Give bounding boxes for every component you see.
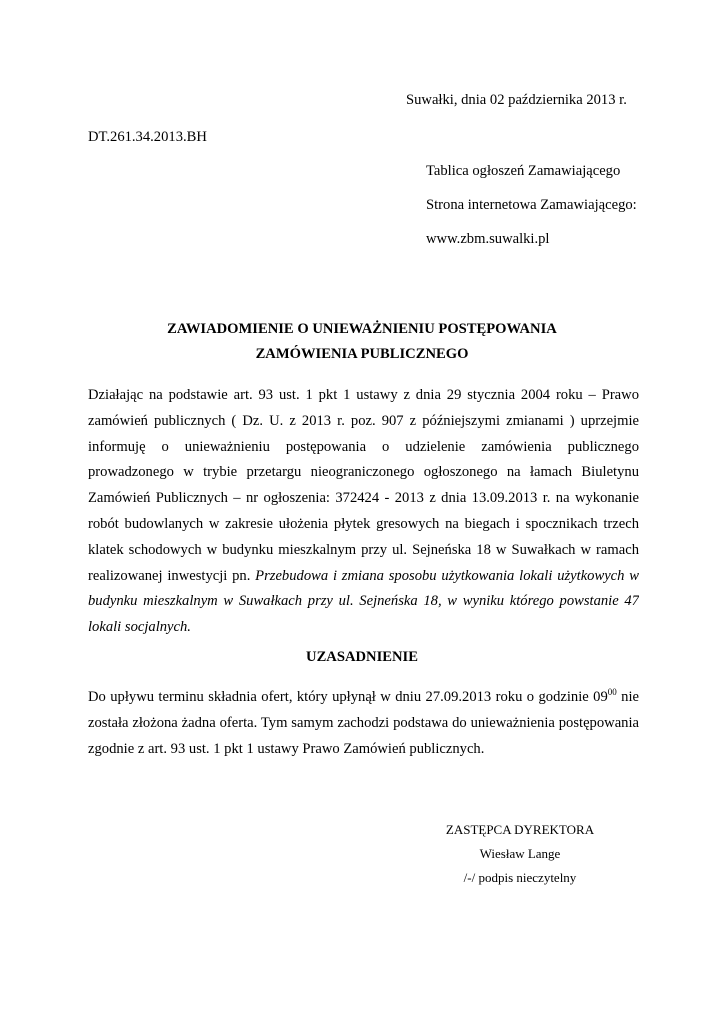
document-title-line1: ZAWIADOMIENIE O UNIEWAŻNIENIU POSTĘPOWANIA <box>167 321 557 337</box>
justification-line: została złożona żadna oferta. Tym samym zachodzi podstawa do unieważnienia postępowania <box>88 714 639 731</box>
investment-prefix: realizowanej inwestycji pn. <box>88 567 256 584</box>
reference-number: DT.261.34.2013.BH <box>88 129 207 145</box>
body-line: Działając na podstawie art. 93 ust. 1 pkt 1 ustawy z dnia 29 stycznia 2004 roku – Prawo <box>88 387 639 403</box>
body-paragraph <box>88 383 639 641</box>
body-line: prowadzonego w trybie przetargu nieograniczonego ogłoszonego na łamach Biuletynu <box>88 464 639 481</box>
hour-superscript: 00 <box>607 687 617 697</box>
recipient-website: Strona internetowa Zamawiającego: <box>426 197 637 213</box>
body-line: klatek schodowych w budynku mieszkalnym przy ul. Sejneńska 18 w Suwałkach w ramach <box>88 541 639 558</box>
document-title-line2: ZAMÓWIENIA PUBLICZNEGO <box>255 346 469 362</box>
justification-line: Do upływu terminu składnia ofert, który upłynął w dniu 27.09.2013 roku o godzinie $09^{00}$ nie <box>88 687 639 705</box>
justification-line: zgodnie z art. 93 ust. 1 pkt 1 ustawy Prawo Zamówień publicznych. <box>88 740 485 757</box>
signature-role: ZASTĘPCA DYREKTORA <box>445 822 595 837</box>
signature-name: Wiesław Lange <box>479 846 561 861</box>
investment-name: Przebudowa i zmiana sposobu użytkowania lokali użytkowych w <box>255 567 639 584</box>
justification-paragraph <box>88 685 639 762</box>
place-date: Suwałki, dnia 02 października 2013 r. <box>406 92 627 108</box>
body-line: Zamówień Publicznych – nr ogłoszenia: 372424 - 2013 z dnia 13.09.2013 r. na wykonanie <box>88 490 639 507</box>
justification-heading: UZASADNIENIE <box>306 649 418 665</box>
recipient-url: www.zbm.suwalki.pl <box>426 231 550 247</box>
recipient-notice-board: Tablica ogłoszeń Zamawiającego <box>426 163 621 179</box>
body-line: zamówień publicznych ( Dz. U. z 2013 r. poz. 907 z późniejszymi zmianami ) uprzejmie <box>88 412 639 429</box>
body-line: informuję o unieważnieniu postępowania o udzielenie zamówienia publicznego <box>88 438 639 455</box>
body-line-investment-end: lokali socjalnych. <box>88 619 191 636</box>
body-line: robót budowlanych w zakresie ułożenia płytek gresowych na biegach i spocznikach trzech <box>88 515 639 532</box>
signature-note: /-/ podpis nieczytelny <box>463 870 577 885</box>
body-line-investment-cont: budynku mieszkalnym w Suwałkach przy ul. Sejneńska 18, w wyniku którego powstanie 47 <box>88 593 639 610</box>
body-line-investment <box>88 564 639 590</box>
